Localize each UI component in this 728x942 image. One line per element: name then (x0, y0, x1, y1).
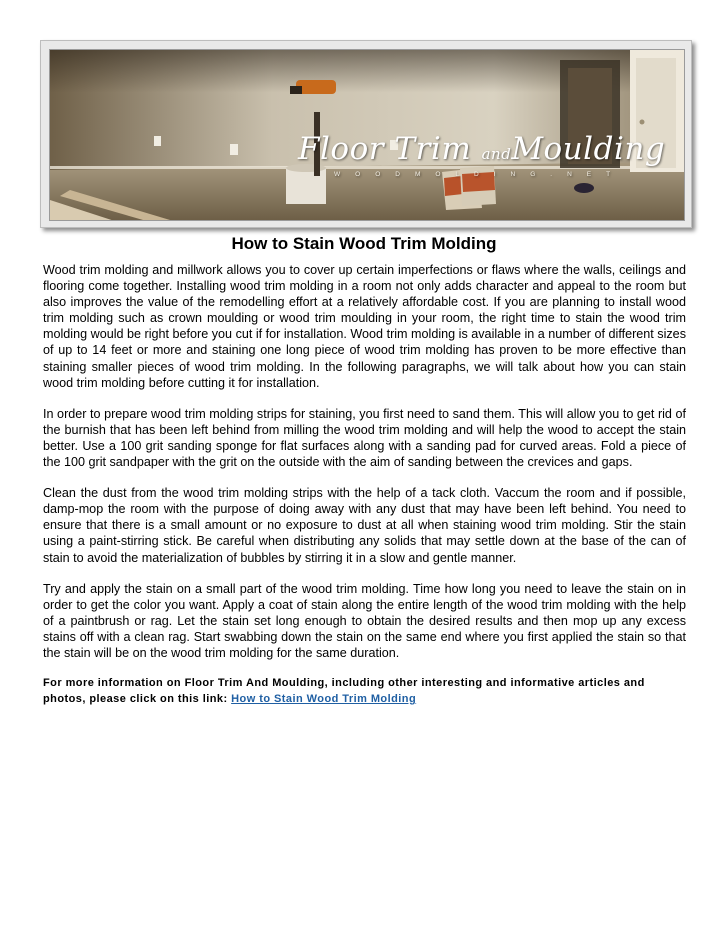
article-body (43, 262, 686, 676)
logo-wordmark: Floor Trim andMoulding (298, 131, 666, 167)
paragraph-4: Try and apply the stain on a small part of the wood trim molding. Time how long you need to leave the stain on in order to get the color you want. Apply a coat of stain along the entire length of the wood trim molding with the help of a paintbrush or rag. Let the stain set long enough to obtain the desired results and then mop up any excess stains off with a clean rag. Start swabbing down the stain on the same end where you first applied the stain so that the stain will be on the wood trim molding for the same duration. (43, 581, 686, 660)
more-info (43, 675, 686, 707)
header-banner (40, 40, 692, 228)
more-info-text: For more information on Floor Trim And Moulding, including other interesting and informative articles and photos, please click on this link: (43, 677, 645, 705)
banner-photo (49, 49, 685, 221)
article-title: How to Stain Wood Trim Molding (231, 234, 497, 253)
article-link[interactable]: How to Stain Wood Trim Molding (231, 693, 417, 705)
site-logo (298, 132, 678, 178)
logo-tagline: WOODMOLDING.NET (334, 171, 626, 178)
paragraph-3: Clean the dust from the wood trim molding strips with the help of a tack cloth. Vaccum the room and if possible, damp-mop the room with the purpose of doing away with any dust that may have been left behind. You need to ensure that there is a small amount or no exposure to dust at all when staining wood trim molding. Stir the stain using a paint-stirring stick. Be careful when distributing any solids that may settle down at the base of the can of stain to avoid the materialization of bubbles by stirring it in a slow and gentle manner. (43, 486, 686, 565)
paragraph-1: Wood trim molding and millwork allows you to cover up certain imperfections or flaws where the walls, ceilings and flooring come together. Installing wood trim molding in a room not only adds character and appeal to the room but also improves the value of the remodelling effort at a relatively affordable cost. If you are planning to install wood trim molding such as crown moulding or wood trim moulding in your room, the right time to stain the wood trim molding would be right before you cut if for installation. Wood trim molding is available in a number of different sizes of up to 14 feet or more and staining one long piece of wood trim molding has proven to be more effective than staining smaller pieces of wood trim molding. In the following paragraphs, we will talk about how you can stain wood trim molding before cutting it for installation. (43, 263, 686, 390)
paragraph-2: In order to prepare wood trim molding strips for staining, you first need to sand them. This will allow you to get rid of the burnish that has been left behind from milling the wood trim molding and will help the wood to accept the stain better. Use a 100 grit sanding sponge for flat surfaces along with a sanding pad for curved areas. Fold a piece of the 100 grit sandpaper with the grit on the outside with the aim of sanding between the crevices and gaps. (43, 406, 686, 470)
